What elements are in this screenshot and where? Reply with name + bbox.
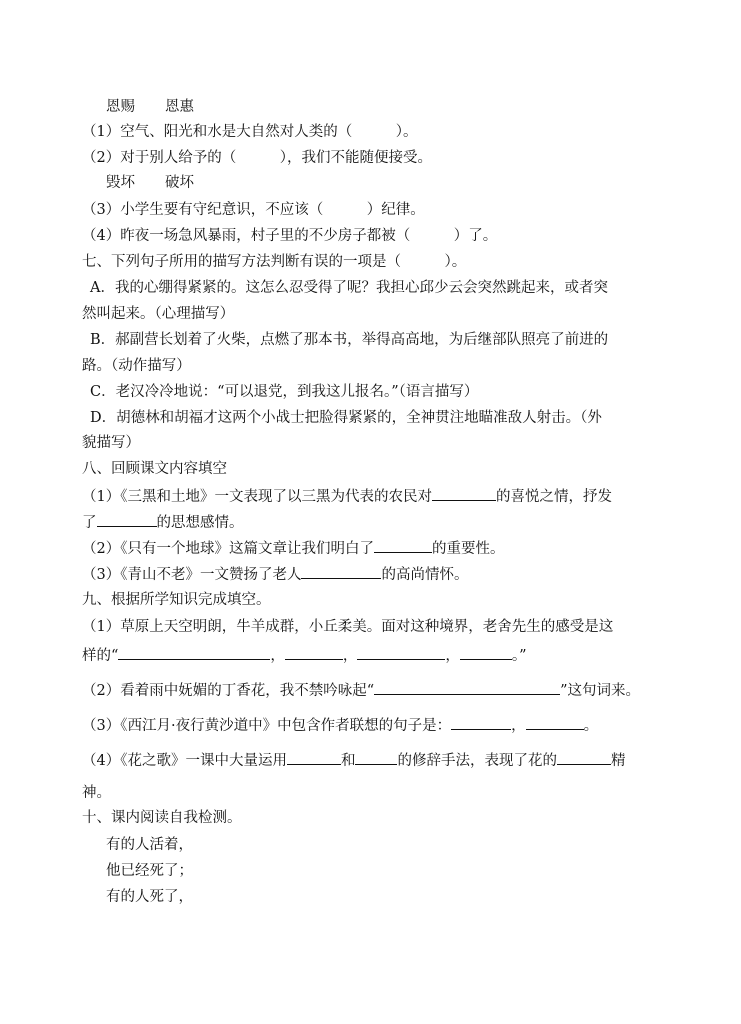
question-6-2: （2）对于别人给予的（ ），我们不能随便接受。 xyxy=(82,150,432,166)
answer-blank[interactable] xyxy=(432,486,496,501)
poem-line: 有的人活着， xyxy=(106,837,193,853)
option-a-line2: 然叫起来。（心理描写） xyxy=(82,306,235,322)
poem-line: 他已经死了； xyxy=(106,863,193,879)
question-9-2: （2）看着雨中妩媚的丁香花，我不禁吟咏起“ ”这句词来。 xyxy=(82,680,640,701)
question-8-2: （2）《只有一个地球》这篇文章让我们明白了 的重要性。 xyxy=(82,538,504,559)
answer-blank[interactable] xyxy=(374,538,432,553)
word-option: 恩赐 xyxy=(106,99,135,115)
answer-blank[interactable] xyxy=(557,750,611,765)
answer-blank[interactable] xyxy=(287,750,341,765)
word-option: 恩惠 xyxy=(165,99,194,115)
word-option: 破坏 xyxy=(165,175,194,191)
word-pair-1 xyxy=(106,97,224,117)
option-d-line2: 貌描写） xyxy=(82,435,140,451)
answer-blank[interactable] xyxy=(285,645,343,660)
answer-blank[interactable] xyxy=(97,512,157,527)
question-8-1-line1: （1）《三黑和土地》一文表现了以三黑为代表的农民对 的喜悦之情，抒发 xyxy=(82,486,612,507)
question-8-1-line2: 了 的思想感情。 xyxy=(82,512,244,533)
option-b-line1: B．郝副营长划着了火柴，点燃了那本书，举得高高地，为后继部队照亮了前进的 xyxy=(90,332,609,348)
word-option: 毁坏 xyxy=(106,175,135,191)
section-10-title: 十、课内阅读自我检测。 xyxy=(82,810,242,826)
section-7-title: 七、下列句子所用的描写方法判断有误的一项是（ ）。 xyxy=(82,254,467,270)
section-9-title: 九、根据所学知识完成填空。 xyxy=(82,592,271,608)
answer-blank[interactable] xyxy=(374,680,560,695)
section-8-title: 八、回顾课文内容填空 xyxy=(82,461,227,477)
answer-blank[interactable] xyxy=(460,645,512,660)
answer-blank[interactable] xyxy=(357,645,445,660)
question-8-3: （3）《青山不老》一文赞扬了老人 的高尚情怀。 xyxy=(82,564,468,585)
answer-blank[interactable] xyxy=(526,715,584,730)
option-c: C．老汉冷冷地说：“可以退党，到我这儿报名。”（语言描写） xyxy=(90,384,479,400)
word-pair-2 xyxy=(106,173,224,193)
answer-blank[interactable] xyxy=(451,715,511,730)
question-6-3: （3）小学生要有守纪意识，不应该（ ）纪律。 xyxy=(82,202,425,218)
answer-blank[interactable] xyxy=(301,564,381,579)
question-9-3: （3）《西江月·夜行黄沙道中》中包含作者联想的句子是： ， 。 xyxy=(82,715,598,736)
question-9-1-line1: （1）草原上天空明朗，牛羊成群，小丘柔美。面对这种境界，老舍先生的感受是这 xyxy=(82,619,614,635)
question-6-4: （4）昨夜一场急风暴雨，村子里的不少房子都被（ ）了。 xyxy=(82,228,498,244)
option-b-line2: 路。（动作描写） xyxy=(82,358,191,374)
option-a-line1: A．我的心绷得紧紧的。这怎么忍受得了呢？我担心邱少云会突然跳起来，或者突 xyxy=(90,280,608,296)
question-9-1-line2: 样的“ ， ， ， 。” xyxy=(82,645,527,666)
option-d-line1: D．胡德林和胡福才这两个小战士把脸得紧紧的，全神贯注地瞄准敌人射击。（外 xyxy=(90,410,602,426)
answer-blank[interactable] xyxy=(118,645,270,660)
question-9-4-line1: （4）《花之歌》一课中大量运用 和 的修辞手法，表现了花的 精 xyxy=(82,750,625,771)
question-9-4-line2: 神。 xyxy=(82,785,111,801)
question-6-1: （1）空气、阳光和水是大自然对人类的（ ）。 xyxy=(82,124,418,140)
poem-line: 有的人死了， xyxy=(106,889,193,905)
answer-blank[interactable] xyxy=(355,750,397,765)
